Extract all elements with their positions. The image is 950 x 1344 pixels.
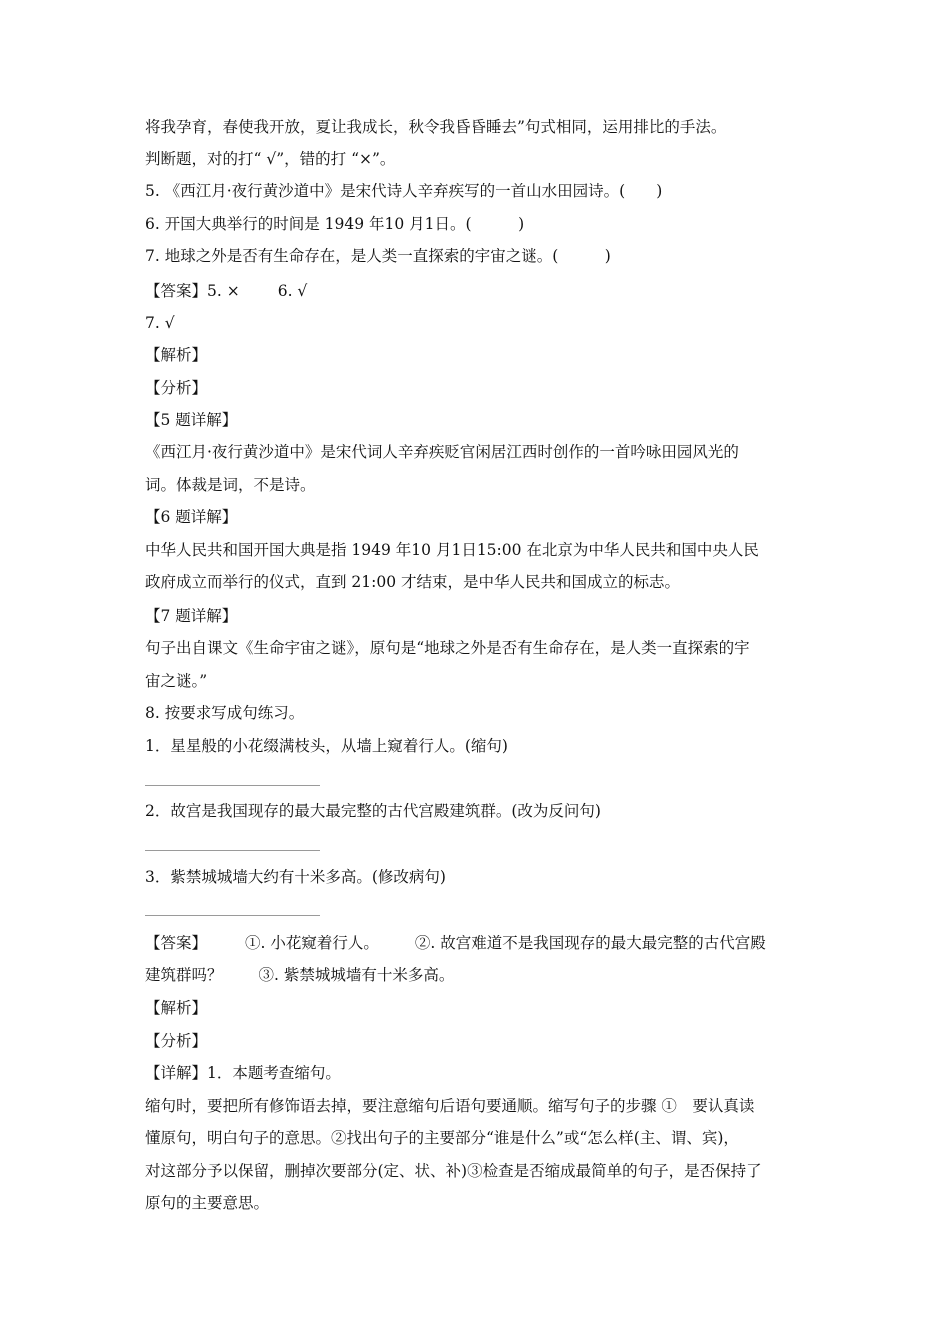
text-line: 句子出自课文《生命宇宙之谜》，原句是“地球之外是否有生命存在，是人类一直探索的宇: [145, 639, 750, 657]
analysis-heading: 【解析】: [145, 346, 208, 364]
subquestion-2: 2．故宫是我国现存的最大最完整的古代宫殿建筑群。(改为反问句): [145, 802, 601, 820]
text-line: 缩句时，要把所有修饰语去掉，要注意缩句后语句要通顺。缩写句子的步骤 ① 要认真读: [145, 1097, 755, 1115]
answer-6: 6. √: [277, 282, 308, 300]
answer-line: [145, 281, 307, 301]
answer-item-2-end: 建筑群吗？: [145, 966, 223, 984]
subquestion-1: 1．星星般的小花缀满枝头，从墙上窥着行人。(缩句): [145, 737, 508, 755]
text-line: 中华人民共和国开国大典是指 1949 年10 月1日15:00 在北京为中华人民共和国中央人民: [145, 541, 759, 559]
answer-line: [145, 965, 454, 985]
text-line: 词。体裁是词，不是诗。: [145, 476, 316, 494]
judgement-instruction: 判断题，对的打“ √”，错的打 “×”。: [145, 150, 396, 168]
detail-heading: 【详解】1．本题考查缩句。: [145, 1064, 341, 1082]
text-line: 对这部分予以保留，删掉次要部分(定、状、补)③检查是否缩成最简单的句子，是否保持了: [145, 1162, 762, 1180]
text-line: 原句的主要意思。: [145, 1194, 270, 1212]
detail-heading-6: 【6 题详解】: [145, 508, 238, 526]
answer-blank-3: [145, 915, 320, 916]
text-line: 宙之谜。”: [145, 672, 208, 690]
question-8: 8. 按要求写成句练习。: [145, 704, 305, 722]
text-line: 《西江月·夜行黄沙道中》是宋代词人辛弃疾贬官闲居江西时创作的一首吟咏田园风光的: [145, 443, 739, 461]
answer-label: 【答案】: [145, 934, 208, 952]
text-line: 将我孕育，春使我开放，夏让我成长，秋令我昏昏睡去”句式相同，运用排比的手法。: [145, 118, 727, 136]
detail-heading-7: 【7 题详解】: [145, 607, 238, 625]
question-5: 5. 《西江月·夜行黄沙道中》是宋代诗人辛弃疾写的一首山水田园诗。( ): [145, 182, 663, 200]
answer-7: 7. √: [145, 314, 175, 332]
detail-heading-5: 【5 题详解】: [145, 411, 238, 429]
subquestion-3: 3．紫禁城城墙大约有十米多高。(修改病句): [145, 868, 446, 886]
answer-blank-1: [145, 785, 320, 786]
text-line: 懂原句，明白句子的意思。②找出句子的主要部分“谁是什么”或“怎么样(主、谓、宾)，: [145, 1129, 739, 1147]
analysis-subheading: 【分析】: [145, 379, 208, 397]
answer-item-3: ③. 紫禁城城墙有十米多高。: [258, 966, 455, 984]
answer-blank-2: [145, 850, 320, 851]
text-line: 政府成立而举行的仪式，直到 21:00 才结束，是中华人民共和国成立的标志。: [145, 573, 681, 591]
answer-line: [145, 933, 766, 953]
question-7: 7. 地球之外是否有生命存在，是人类一直探索的宇宙之谜。( ): [145, 247, 611, 265]
question-6: 6. 开国大典举行的时间是 1949 年10 月1日。( ): [145, 215, 525, 233]
answer-item-2: ②. 故宫难道不是我国现存的最大最完整的古代宫殿: [414, 934, 766, 952]
answer-item-1: ①. 小花窥着行人。: [245, 934, 379, 952]
answer-5: 【答案】5. ×: [145, 282, 240, 300]
analysis-heading: 【解析】: [145, 999, 208, 1017]
analysis-subheading: 【分析】: [145, 1032, 208, 1050]
